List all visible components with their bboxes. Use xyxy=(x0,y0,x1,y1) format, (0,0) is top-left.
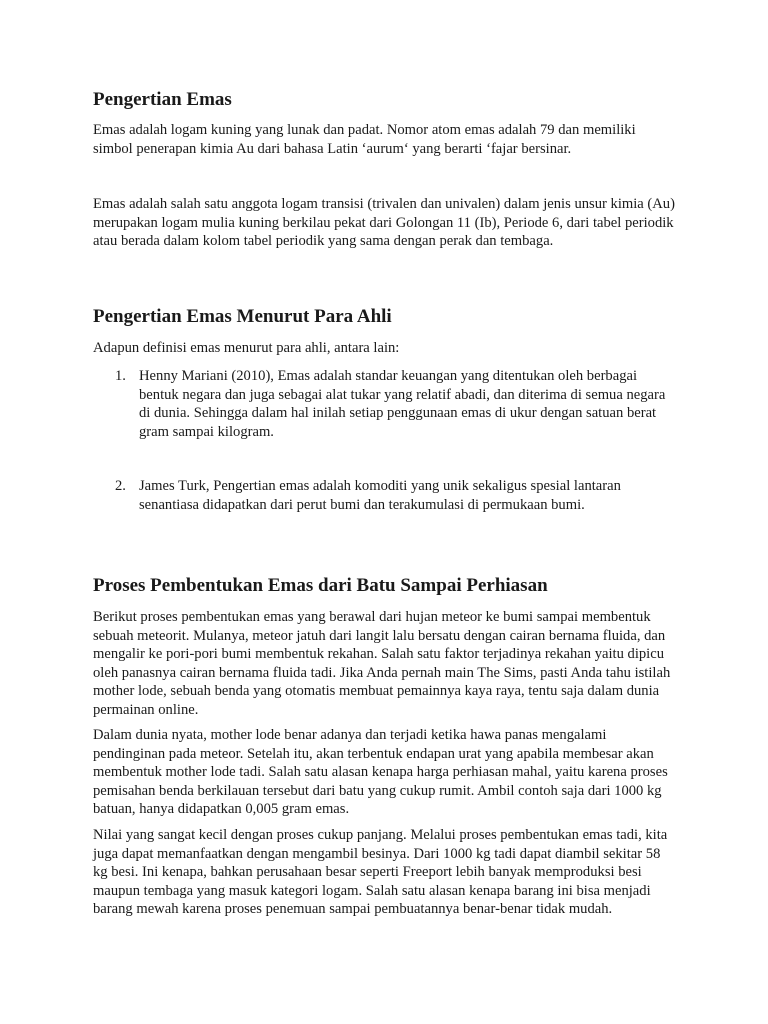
paragraph-transition-metal: Emas adalah salah satu anggota logam transisi (trivalen dan univalen) dalam jenis unsur kimia (Au) merupakan logam mulia kuning berkilau pekat dari Golongan 11 (Ib), Periode 6, dari tabel periodik atau berada dalam kolom tabel periodik yang sama dengan perak dan tembaga. xyxy=(93,196,675,250)
paragraph-mother-lode: Dalam dunia nyata, mother lode benar adanya dan terjadi ketika hawa panas mengalami pendinginan pada meteor. Setelah itu, akan terbentuk endapan urat yang apabila membesar akan membentuk mother lode tadi. Salah satu alasan kenapa harga perhiasan mahal, yaitu karena proses pemisahan benda berkilauan tersebut dari batu yang cukup rumit. Ambil contoh saja dari 1000 kg batuan, hanya didapatkan 0,005 gram emas. xyxy=(93,727,668,818)
paragraph-iron: Nilai yang sangat kecil dengan proses cukup panjang. Melalui proses pembentukan emas tadi, kita juga dapat memanfaatkan dengan mengambil besinya. Dari 1000 kg tadi dapat diambil sekitar 58 kg besi. Ini kenapa, bahkan perusahaan besar seperti Freeport lebih banyak memproduksi besi maupun tembaga yang masuk kategori logam. Salah satu alasan kenapa barang ini bisa menjadi barang mewah karena proses penemuan sampai pembuatannya benar-benar tidak mudah. xyxy=(93,827,668,918)
list-item-number: 1. xyxy=(115,368,126,384)
paragraph-definition: Emas adalah logam kuning yang lunak dan padat. Nomor atom emas adalah 79 dan memiliki simbol penerapan kimia Au dari bahasa Latin ‘aurum‘ yang berarti ‘fajar bersinar. xyxy=(93,122,636,157)
section-heading-proses-pembentukan: Proses Pembentukan Emas dari Batu Sampai Perhiasan xyxy=(93,575,548,596)
paragraph-meteor: Berikut proses pembentukan emas yang berawal dari hujan meteor ke bumi sampai membentuk sebuah meteorit. Mulanya, meteor jatuh dari langit lalu bersatu dengan cairan bernama fluida, dan mengalir ke pori-pori bumi membentuk rekahan. Salah satu faktor terjadinya rekahan yaitu dipicu oleh panasnya cairan bernama fluida tadi. Jika Anda pernah main The Sims, pasti Anda tahu istilah mother lode, sebuah benda yang otomatis membuat pemainnya kaya raya, tentu saja dalam dunia permainan online. xyxy=(93,609,671,718)
list-item-text: Henny Mariani (2010), Emas adalah standar keuangan yang ditentukan oleh berbagai bentuk negara dan juga sebagai alat tukar yang relatif abadi, dan diterima di semua negara di dunia. Sehingga dalam hal inilah setiap penggunaan emas di ukur dengan satuan berat gram sampai kilogram. xyxy=(139,368,666,440)
list-item xyxy=(93,477,677,514)
section-heading-pengertian-emas: Pengertian Emas xyxy=(93,89,232,110)
list-item xyxy=(93,367,677,441)
list-item-number: 2. xyxy=(115,478,126,494)
paragraph-intro: Adapun definisi emas menurut para ahli, antara lain: xyxy=(93,340,400,356)
section-heading-menurut-para-ahli: Pengertian Emas Menurut Para Ahli xyxy=(93,306,392,327)
list-item-text: James Turk, Pengertian emas adalah komoditi yang unik sekaligus spesial lantaran senantiasa didapatkan dari perut bumi dan terakumulasi di permukaan bumi. xyxy=(139,478,621,513)
